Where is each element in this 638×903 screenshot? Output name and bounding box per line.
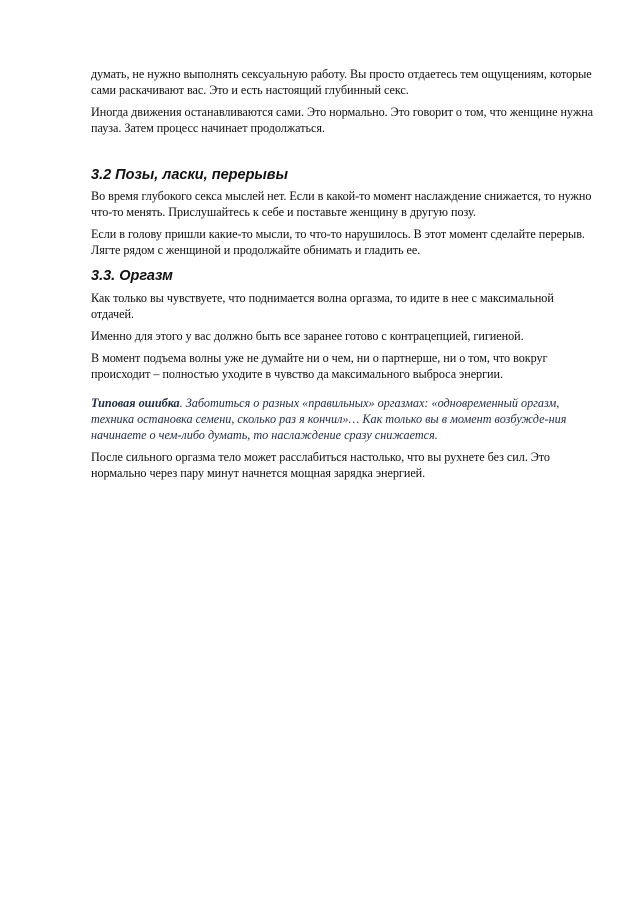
typical-mistake-text: . Заботиться о разных «правильных» оргазмах: «одновременный оргазм, техника остановка семени, сколько раз я кончил»… Как только вы в момент возбужде-ния начинаете о чем-либо думать, то наслаждение сразу снижается. xyxy=(91,396,567,442)
paragraph-intro-1: думать, не нужно выполнять сексуальную работу. Вы просто отдаетесь тем ощущениям, которые сами раскачивают вас. Это и есть настоящий глубинный секс. xyxy=(91,67,592,97)
typical-mistake-note xyxy=(91,395,599,443)
section-3-3-paragraph-4: После сильного оргазма тело может расслабиться настолько, что вы рухнете без сил. Это нормально через пару минут начнется мощная зарядка энергией. xyxy=(91,450,550,480)
section-3-2-paragraph-1: Во время глубокого секса мыслей нет. Если в какой-то момент наслаждение снижается, то нужно что-то менять. Прислушайтесь к себе и поставьте женщину в другую позу. xyxy=(91,189,592,219)
section-3-3-paragraph-1: Как только вы чувствуете, что поднимается волна оргазма, то идите в нее с максимальной отдачей. xyxy=(91,291,554,321)
section-heading-3-3: 3.3. Оргазм xyxy=(91,268,173,284)
paragraph-intro-2: Иногда движения останавливаются сами. Это нормально. Это говорит о том, что женщине нужна пауза. Затем процесс начинает продолжаться. xyxy=(91,105,594,135)
section-3-2-paragraph-2: Если в голову пришли какие-то мысли, то что-то нарушилось. В этот момент сделайте перерыв. Лягте рядом с женщиной и продолжайте обнимать и гладить ее. xyxy=(91,227,585,257)
document-page xyxy=(91,66,599,481)
section-heading-3-2: 3.2 Позы, ласки, перерывы xyxy=(91,167,288,183)
section-3-3-paragraph-3: В момент подъема волны уже не думайте ни о чем, ни о партнерше, ни о том, что вокруг происходит – полностью уходите в чувство да максимального выброса энергии. xyxy=(91,351,548,381)
section-3-3-paragraph-2: Именно для этого у вас должно быть все заранее готово с контрацепцией, гигиеной. xyxy=(91,329,524,343)
typical-mistake-label: Типовая ошибка xyxy=(91,396,180,410)
